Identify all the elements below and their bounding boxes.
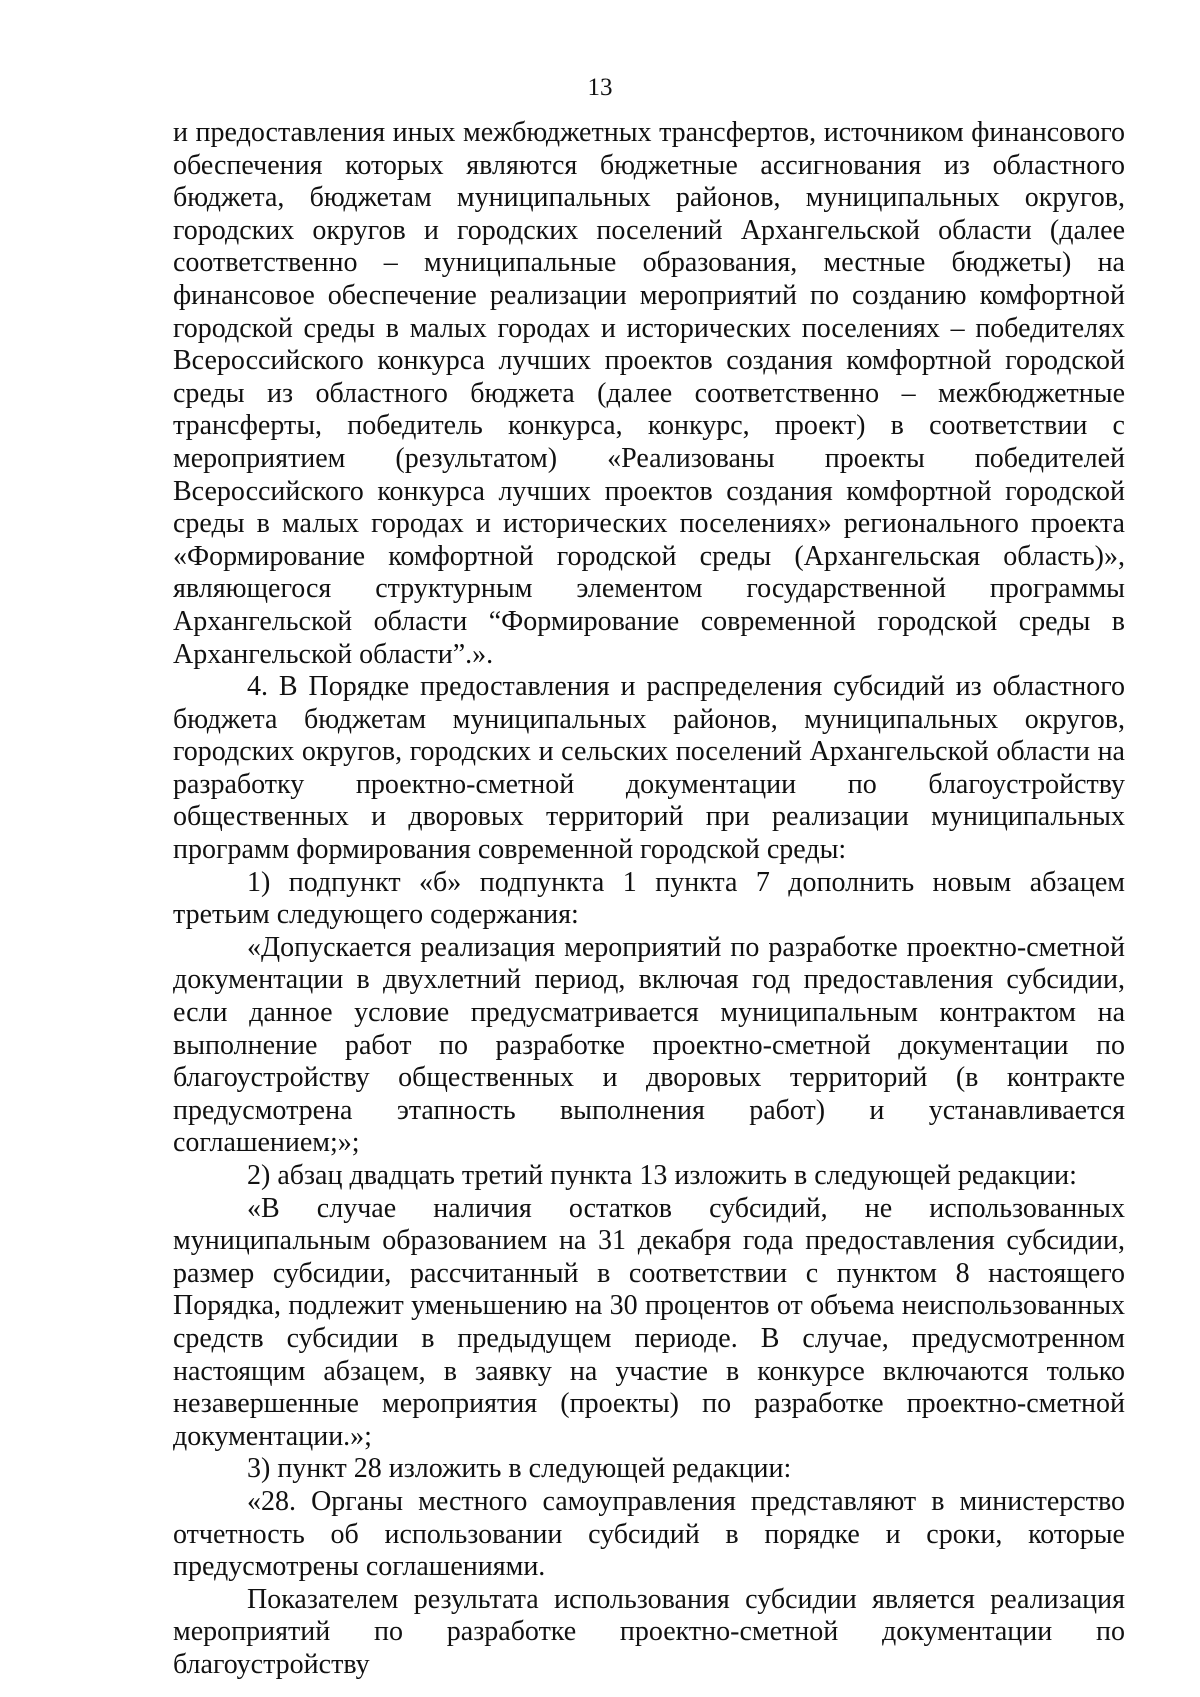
paragraph-item-4: 4. В Порядке предоставления и распределения субсидий из областного бюджета бюджетам муниципальных районов, муниципальных округов, городских округов, городских и сельских поселений Архангельской области на разработку проектно-сметной документации по благоустройству общественных и дворовых территорий при реализации муниципальных программ формирования современной городской среды: bbox=[173, 671, 1125, 866]
page-number: 13 bbox=[587, 74, 613, 101]
paragraph-quote-2: «В случае наличия остатков субсидий, не использованных муниципальным образованием на 31 декабря года предоставления субсидии, размер субсидии, рассчитанный в соответствии с пунктом 8 настоящего Порядка, подлежит уменьшению на 30 процентов от объема неиспользованных средств субсидии в предыдущем периоде. В случае, предусмотренном настоящим абзацем, в заявку на участие в конкурсе включаются только незавершенные мероприятия (проекты) по разработке проектно-сметной документации.»; bbox=[173, 1192, 1125, 1452]
paragraph-quote-1: «Допускается реализация мероприятий по разработке проектно-сметной документации в двухлетний период, включая год предоставления субсидии, если данное условие предусматривается муниципальным контрактом на выполнение работ по разработке проектно-сметной документации по благоустройству общественных и дворовых территорий (в контракте предусмотрена этапность выполнения работ) и устанавливается соглашением;»; bbox=[173, 931, 1125, 1159]
document-body bbox=[173, 117, 1125, 1682]
paragraph-continuation: и предоставления иных межбюджетных трансфертов, источником финансового обеспечения которых являются бюджетные ассигнования из областного бюджета, бюджетам муниципальных районов, муниципальных округов, городских округов и городских поселений Архангельской области (далее соответственно – муниципальные образования, местные бюджеты) на финансовое обеспечение реализации мероприятий по созданию комфортной городской среды в малых городах и исторических поселениях – победителях Всероссийского конкурса лучших проектов создания комфортной городской среды из областного бюджета (далее соответственно – межбюджетные трансферты, победитель конкурса, конкурс, проект) в соответствии с мероприятием (результатом) «Реализованы проекты победителей Всероссийского конкурса лучших проектов создания комфортной городской среды в малых городах и исторических поселениях» регионального проекта «Формирование комфортной городской среды (Архангельская область)», являющегося структурным элементом государственной программы Архангельской области “Формирование современной городской среды в Архангельской области”.». bbox=[173, 117, 1125, 670]
paragraph-subitem-1: 1) подпункт «б» подпункта 1 пункта 7 дополнить новым абзацем третьим следующего содержания: bbox=[173, 866, 1125, 931]
paragraph-subitem-3: 3) пункт 28 изложить в следующей редакции: bbox=[247, 1453, 792, 1485]
paragraph-quote-3: «28. Органы местного самоуправления представляют в министерство отчетность об использовании субсидий в порядке и сроки, которые предусмотрены соглашениями. bbox=[173, 1485, 1125, 1583]
paragraph-result-indicator: Показателем результата использования субсидии является реализация мероприятий по разработке проектно-сметной документации по благоустройству bbox=[173, 1583, 1125, 1680]
paragraph-subitem-2: 2) абзац двадцать третий пункта 13 изложить в следующей редакции: bbox=[247, 1160, 1077, 1191]
